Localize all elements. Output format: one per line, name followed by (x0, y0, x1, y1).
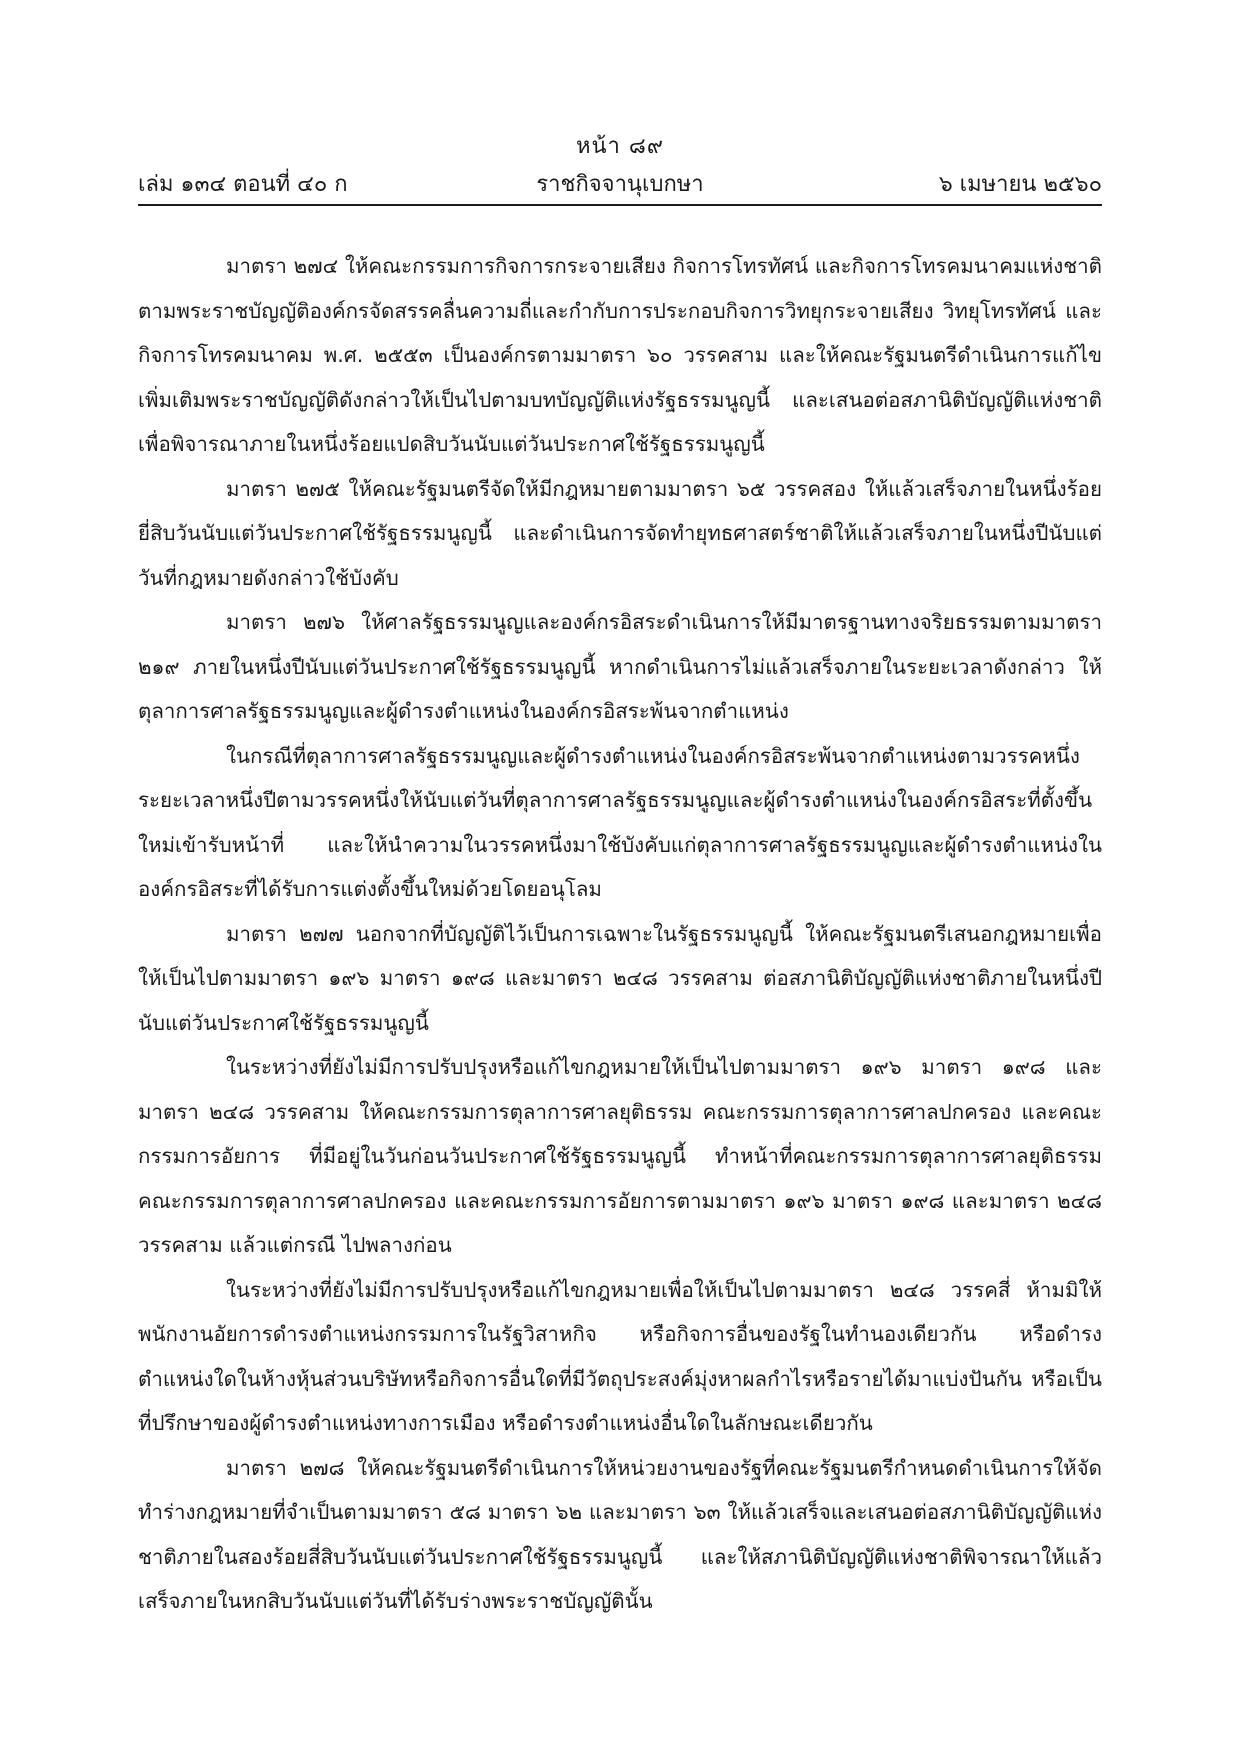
paragraph-section-277: มาตรา ๒๗๗ นอกจากที่บัญญัติไว้เป็นการเฉพาะในรัฐธรรมนูญนี้ ให้คณะรัฐมนตรีเสนอกฎหมายเพื่อให้เป็นไปตามมาตรา ๑๙๖ มาตรา ๑๙๘ และมาตรา ๒๔๘ วรรคสาม ต่อสภานิติบัญญัติแห่งชาติภายในหนึ่งปีนับแต่วันประกาศใช้รัฐธรรมนูญนี้ (138, 921, 1102, 1035)
publication-title: ราชกิจจานุเบกษา (536, 172, 704, 197)
page-number: หน้า ๘๙ (576, 134, 664, 159)
paragraph-section-278: มาตรา ๒๗๘ ให้คณะรัฐมนตรีดำเนินการให้หน่วยงานของรัฐที่คณะรัฐมนตรีกำหนดดำเนินการให้จัดทำร่างกฎหมายที่จำเป็นตามมาตรา ๕๘ มาตรา ๖๒ และมาตรา ๖๓ ให้แล้วเสร็จและเสนอต่อสภานิติบัญญัติแห่งชาติภายในสองร้อยสี่สิบวันนับแต่วันประกาศใช้รัฐธรรมนูญนี้ และให้สภานิติบัญญัติแห่งชาติพิจารณาให้แล้วเสร็จภายในหกสิบวันนับแต่วันที่ได้รับร่างพระราชบัญญัตินั้น (138, 1455, 1102, 1613)
paragraph-section-276: มาตรา ๒๗๖ ให้ศาลรัฐธรรมนูญและองค์กรอิสระดำเนินการให้มีมาตรฐานทางจริยธรรมตามมาตรา ๒๑๙ ภายในหนึ่งปีนับแต่วันประกาศใช้รัฐธรรมนูญนี้ หากดำเนินการไม่แล้วเสร็จภายในระยะเวลาดังกล่าว ให้ตุลาการศาลรัฐธรรมนูญและผู้ดำรงตำแหน่งในองค์กรอิสระพ้นจากตำแหน่ง (138, 610, 1102, 723)
gazette-header (138, 166, 1102, 200)
paragraph-section-276-clause-2: ในกรณีที่ตุลาการศาลรัฐธรรมนูญและผู้ดำรงตำแหน่งในองค์กรอิสระพ้นจากตำแหน่งตามวรรคหนึ่ง ระยะเวลาหนึ่งปีตามวรรคหนึ่งให้นับแต่วันที่ตุลาการศาลรัฐธรรมนูญและผู้ดำรงตำแหน่งในองค์กรอิสระที่ตั้งขึ้นใหม่เข้ารับหน้าที่ และให้นำความในวรรคหนึ่งมาใช้บังคับแก่ตุลาการศาลรัฐธรรมนูญและผู้ดำรงตำแหน่งในองค์กรอิสระที่ได้รับการแต่งตั้งขึ้นใหม่ด้วยโดยอนุโลม (138, 743, 1102, 901)
paragraph-section-274: มาตรา ๒๗๔ ให้คณะกรรมการกิจการกระจายเสียง กิจการโทรทัศน์ และกิจการโทรคมนาคมแห่งชาติตามพระราชบัญญัติองค์กรจัดสรรคลื่นความถี่และกำกับการประกอบกิจการวิทยุกระจายเสียง วิทยุโทรทัศน์ และกิจการโทรคมนาคม พ.ศ. ๒๕๕๓ เป็นองค์กรตามมาตรา ๖๐ วรรคสาม และให้คณะรัฐมนตรีดำเนินการแก้ไขเพิ่มเติมพระราชบัญญัติดังกล่าวให้เป็นไปตามบทบัญญัติแห่งรัฐธรรมนูญนี้ และเสนอต่อสภานิติบัญญัติแห่งชาติเพื่อพิจารณาภายในหนึ่งร้อยแปดสิบวันนับแต่วันประกาศใช้รัฐธรรมนูญนี้ (138, 254, 1102, 456)
header-divider (138, 204, 1102, 206)
paragraph-section-275: มาตรา ๒๗๕ ให้คณะรัฐมนตรีจัดให้มีกฎหมายตามมาตรา ๖๕ วรรคสอง ให้แล้วเสร็จภายในหนึ่งร้อยยี่สิบวันนับแต่วันประกาศใช้รัฐธรรมนูญนี้ และดำเนินการจัดทำยุทธศาสตร์ชาติให้แล้วเสร็จภายในหนึ่งปีนับแต่วันที่กฎหมายดังกล่าวใช้บังคับ (138, 476, 1102, 590)
volume-issue: เล่ม ๑๓๔ ตอนที่ ๔๐ ก (138, 172, 348, 197)
paragraph-section-277-clause-3: ในระหว่างที่ยังไม่มีการปรับปรุงหรือแก้ไขกฎหมายเพื่อให้เป็นไปตามมาตรา ๒๔๘ วรรคสี่ ห้ามมิให้พนักงานอัยการดำรงตำแหน่งกรรมการในรัฐวิสาหกิจ หรือกิจการอื่นของรัฐในทำนองเดียวกัน หรือดำรงตำแหน่งใดในห้างหุ้นส่วนบริษัทหรือกิจการอื่นใดที่มีวัตถุประสงค์มุ่งหาผลกำไรหรือรายได้มาแบ่งปันกัน หรือเป็นที่ปรึกษาของผู้ดำรงตำแหน่งทางการเมือง หรือดำรงตำแหน่งอื่นใดในลักษณะเดียวกัน (138, 1277, 1102, 1435)
publication-date: ๖ เมษายน ๒๕๖๐ (938, 172, 1102, 197)
paragraph-section-277-clause-2: ในระหว่างที่ยังไม่มีการปรับปรุงหรือแก้ไขกฎหมายให้เป็นไปตามมาตรา ๑๙๖ มาตรา ๑๙๘ และมาตรา ๒๔๘ วรรคสาม ให้คณะกรรมการตุลาการศาลยุติธรรม คณะกรรมการตุลาการศาลปกครอง และคณะกรรมการอัยการ ที่มีอยู่ในวันก่อนวันประกาศใช้รัฐธรรมนูญนี้ ทำหน้าที่คณะกรรมการตุลาการศาลยุติธรรม คณะกรรมการตุลาการศาลปกครอง และคณะกรรมการอัยการตามมาตรา ๑๙๖ มาตรา ๑๙๘ และมาตรา ๒๔๘ วรรคสาม แล้วแต่กรณี ไปพลางก่อน (138, 1055, 1102, 1257)
document-body (138, 244, 1102, 1624)
